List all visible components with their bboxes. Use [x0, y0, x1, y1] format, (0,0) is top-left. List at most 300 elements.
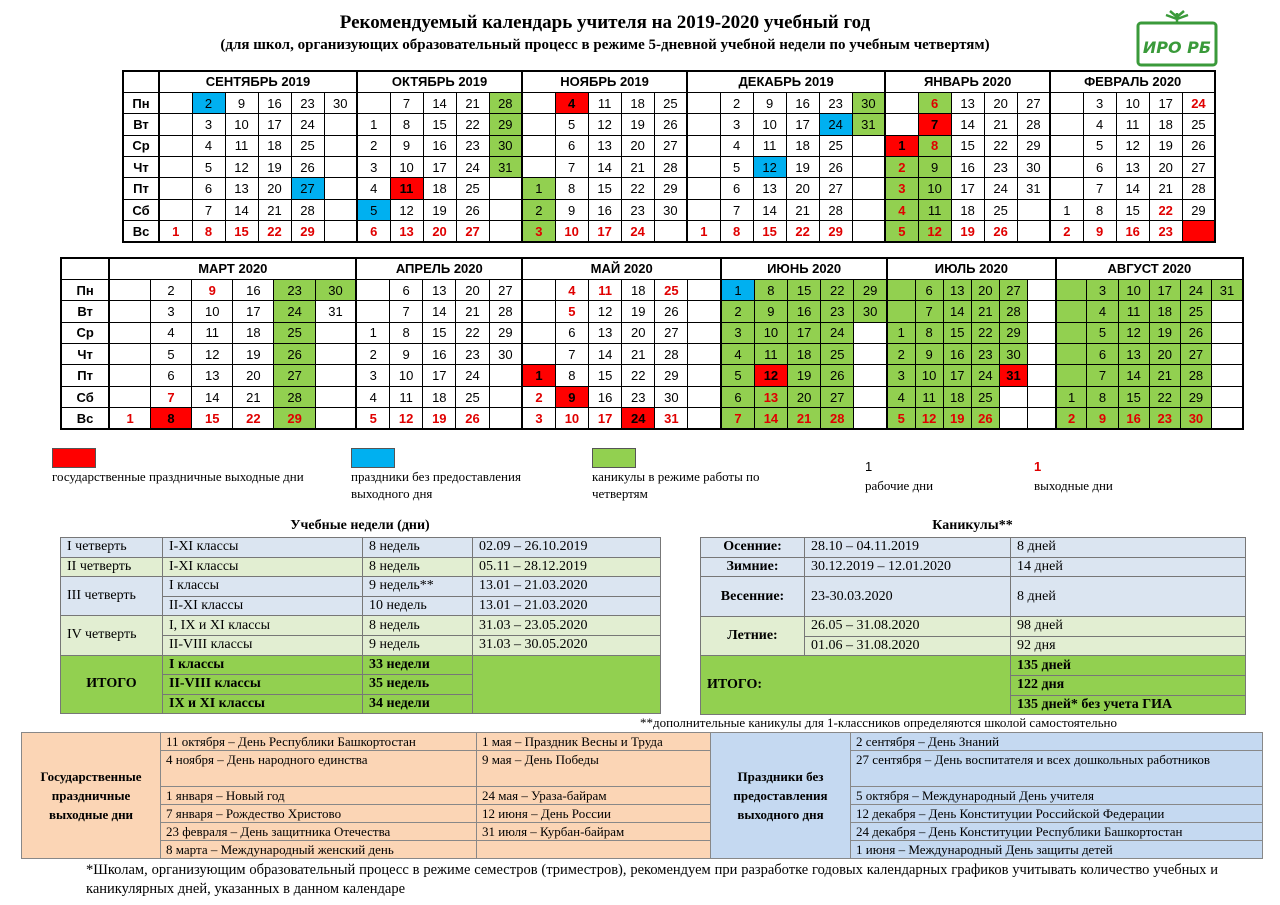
day-cell: 3: [885, 178, 918, 199]
day-cell: 19: [622, 301, 655, 322]
day-cell: 18: [1149, 301, 1180, 322]
day-cell: 2: [522, 386, 555, 407]
day-cell: [522, 344, 555, 365]
month-header: МАРТ 2020: [109, 258, 356, 279]
weeks-cell: I классы: [163, 577, 363, 597]
day-cell: 18: [1149, 114, 1182, 135]
day-cell: 19: [621, 114, 654, 135]
day-cell: 17: [258, 114, 291, 135]
day-cell: 12: [390, 408, 423, 429]
holidays-table: [21, 732, 1263, 859]
weeks-total-cell: I классы: [163, 655, 363, 675]
day-cell: 10: [192, 301, 233, 322]
day-cell: 20: [621, 135, 654, 156]
day-cell: 3: [356, 365, 389, 386]
weeks-cell: 9 недель: [363, 635, 473, 655]
vacation-cell: 30.12.2019 – 12.01.2020: [805, 557, 1011, 577]
day-cell: 7: [390, 301, 423, 322]
day-cell: 16: [588, 199, 621, 220]
day-cell: 6: [721, 386, 754, 407]
quarter-label: IV четверть: [61, 616, 163, 655]
day-cell: 24: [819, 114, 852, 135]
weeks-cell: 8 недель: [363, 616, 473, 636]
weeks-cell: 31.03 – 23.05.2020: [473, 616, 661, 636]
day-cell: [1056, 365, 1087, 386]
day-cell: 25: [655, 279, 688, 300]
state-holiday-item: 11 октября – День Республики Башкортостан: [161, 733, 477, 751]
weeks-cell: II-VIII классы: [163, 635, 363, 655]
day-cell: 21: [788, 408, 821, 429]
day-cell: 18: [951, 199, 984, 220]
day-cell: 10: [390, 365, 423, 386]
day-cell: [1028, 408, 1056, 429]
other-holiday-item: 5 октября – Международный День учителя: [851, 787, 1263, 805]
weeks-cell: I-XI классы: [163, 538, 363, 558]
day-cell: 27: [489, 279, 522, 300]
month-header: ФЕВРАЛЬ 2020: [1050, 71, 1215, 92]
day-cell: 30: [999, 344, 1027, 365]
day-cell: 13: [951, 92, 984, 113]
day-cell: 20: [622, 322, 655, 343]
day-cell: 4: [555, 92, 588, 113]
state-holiday-item: 1 мая – Праздник Весны и Труда: [477, 733, 711, 751]
legend-dayoff-label: выходные дни: [1034, 478, 1113, 493]
day-cell: [159, 199, 192, 220]
day-cell: 31: [1212, 279, 1244, 300]
day-cell: 9: [390, 135, 423, 156]
day-cell: 24: [456, 157, 489, 178]
other-holiday-item: 12 декабря – День Конституции Российской Федерации: [851, 805, 1263, 823]
day-cell: 18: [786, 135, 819, 156]
day-cell: 18: [423, 178, 456, 199]
day-cell: [489, 221, 522, 242]
day-cell: 26: [821, 365, 854, 386]
day-cell: [489, 199, 522, 220]
page-subtitle: (для школ, организующих образовательный процесс в режиме 5-дневной учебной недели по учебным четвертям): [220, 37, 990, 53]
day-cell: 24: [456, 365, 489, 386]
day-cell: [852, 178, 885, 199]
day-cell: 14: [589, 344, 622, 365]
day-cell: 3: [1087, 279, 1118, 300]
day-cell: [159, 114, 192, 135]
day-cell: [1056, 279, 1087, 300]
day-cell: 18: [621, 92, 654, 113]
day-cell: 7: [1083, 178, 1116, 199]
day-cell: 7: [918, 114, 951, 135]
day-cell: [687, 199, 720, 220]
day-cell: 1: [522, 365, 555, 386]
day-cell: 8: [1087, 386, 1118, 407]
weeks-total-empty: [473, 655, 661, 714]
day-cell: 22: [258, 221, 291, 242]
vacation-total-cell: 122 дня: [1011, 675, 1246, 695]
day-cell: 10: [1118, 279, 1149, 300]
day-cell: [315, 344, 356, 365]
day-cell: 3: [1083, 92, 1116, 113]
day-cell: 9: [555, 386, 588, 407]
other-holidays-label: Праздники без предоставления выходного дня: [711, 733, 851, 859]
day-cell: 13: [192, 365, 233, 386]
day-cell: 5: [885, 221, 918, 242]
day-cell: 21: [258, 199, 291, 220]
day-cell: 15: [753, 221, 786, 242]
day-cell: 21: [786, 199, 819, 220]
day-cell: 28: [1017, 114, 1050, 135]
day-cell: [159, 135, 192, 156]
day-cell: 11: [390, 178, 423, 199]
day-cell: 5: [1083, 135, 1116, 156]
day-cell: 24: [821, 322, 854, 343]
day-cell: [1050, 157, 1083, 178]
day-cell: 16: [788, 301, 821, 322]
day-cell: 14: [423, 92, 456, 113]
day-cell: 21: [456, 301, 489, 322]
day-cell: 5: [356, 408, 389, 429]
weeks-cell: 9 недель**: [363, 577, 473, 597]
day-cell: [688, 408, 721, 429]
day-cell: 30: [489, 344, 522, 365]
weeks-cell: 10 недель: [363, 596, 473, 616]
day-cell: 30: [1017, 157, 1050, 178]
day-cell: 26: [1182, 135, 1215, 156]
day-cell: 2: [192, 92, 225, 113]
day-cell: 10: [915, 365, 943, 386]
summer-label: Летние:: [701, 617, 805, 656]
day-cell: 25: [971, 386, 999, 407]
footnote: *Школам, организующим образовательный процесс в режиме семестров (триместров), рекомендуем при разработке годовых календарных графиков учитывать количество учебных и каникулярных дней, указанных в данном календаре: [86, 862, 1218, 897]
day-cell: 16: [943, 344, 971, 365]
weekday-label: Чт: [61, 344, 109, 365]
day-cell: [522, 157, 555, 178]
day-cell: 27: [655, 322, 688, 343]
day-cell: 29: [819, 221, 852, 242]
day-cell: 12: [589, 301, 622, 322]
day-cell: 13: [753, 178, 786, 199]
day-cell: 3: [522, 221, 555, 242]
day-cell: 28: [821, 408, 854, 429]
day-cell: 5: [721, 365, 754, 386]
day-cell: 17: [423, 365, 456, 386]
day-cell: 11: [589, 279, 622, 300]
day-cell: 31: [489, 157, 522, 178]
day-cell: [324, 221, 357, 242]
day-cell: 1: [522, 178, 555, 199]
day-cell: 15: [943, 322, 971, 343]
day-cell: 12: [753, 157, 786, 178]
day-cell: 15: [589, 365, 622, 386]
state-holiday-item: 23 февраля – День защитника Отечества: [161, 823, 477, 841]
day-cell: 12: [588, 114, 621, 135]
weekday-header: [123, 71, 159, 92]
day-cell: 29: [489, 114, 522, 135]
day-cell: 21: [1149, 365, 1180, 386]
day-cell: 6: [192, 178, 225, 199]
day-cell: [1212, 408, 1244, 429]
day-cell: 14: [423, 301, 456, 322]
day-cell: 16: [233, 279, 274, 300]
legend-working-num: 1: [865, 459, 873, 474]
day-cell: 22: [821, 279, 854, 300]
day-cell: 12: [915, 408, 943, 429]
day-cell: [687, 92, 720, 113]
day-cell: 8: [915, 322, 943, 343]
day-cell: 1: [357, 114, 390, 135]
day-cell: 29: [1017, 135, 1050, 156]
day-cell: 25: [456, 178, 489, 199]
day-cell: 2: [356, 344, 389, 365]
day-cell: 31: [315, 301, 356, 322]
day-cell: [852, 199, 885, 220]
weeks-cell: 8 недель: [363, 557, 473, 577]
day-cell: [1050, 92, 1083, 113]
vacation-cell: Осенние:: [701, 538, 805, 558]
day-cell: 28: [999, 301, 1027, 322]
day-cell: [852, 135, 885, 156]
day-cell: 1: [885, 135, 918, 156]
day-cell: [324, 157, 357, 178]
day-cell: 7: [390, 92, 423, 113]
day-cell: 13: [1116, 157, 1149, 178]
day-cell: [522, 135, 555, 156]
day-cell: 16: [423, 344, 456, 365]
day-cell: 4: [357, 178, 390, 199]
day-cell: 25: [984, 199, 1017, 220]
day-cell: 6: [555, 135, 588, 156]
state-holiday-item: 31 июля – Курбан-байрам: [477, 823, 711, 841]
day-cell: [854, 365, 887, 386]
weekday-label: Вт: [61, 301, 109, 322]
day-cell: 23: [971, 344, 999, 365]
day-cell: 23: [291, 92, 324, 113]
day-cell: 20: [786, 178, 819, 199]
weeks-cell: I, IX и XI классы: [163, 616, 363, 636]
day-cell: 17: [788, 322, 821, 343]
day-cell: 29: [291, 221, 324, 242]
day-cell: 24: [984, 178, 1017, 199]
day-cell: 17: [423, 157, 456, 178]
day-cell: [522, 279, 555, 300]
day-cell: 26: [291, 157, 324, 178]
weeks-total-cell: II-VIII классы: [163, 675, 363, 695]
day-cell: 14: [943, 301, 971, 322]
day-cell: 13: [754, 386, 787, 407]
weeks-table: [60, 537, 661, 714]
day-cell: 30: [489, 135, 522, 156]
footnote-extra-vacation: **дополнительные каникулы для 1-классников определяются школой самостоятельно: [640, 715, 1118, 730]
day-cell: 7: [192, 199, 225, 220]
day-cell: 9: [915, 344, 943, 365]
weekday-label: Пн: [123, 92, 159, 113]
day-cell: 20: [984, 92, 1017, 113]
day-cell: [1182, 221, 1215, 242]
day-cell: 20: [423, 221, 456, 242]
day-cell: 17: [589, 408, 622, 429]
month-header: НОЯБРЬ 2019: [522, 71, 687, 92]
page-title: Рекомендуемый календарь учителя на 2019-2020 учебный год: [339, 12, 871, 33]
day-cell: 10: [390, 157, 423, 178]
state-holiday-item: 12 июня – День России: [477, 805, 711, 823]
vacation-total-cell: 135 дней: [1011, 656, 1246, 676]
day-cell: 4: [887, 386, 915, 407]
day-cell: 15: [1118, 386, 1149, 407]
weekday-label: Чт: [123, 157, 159, 178]
day-cell: 2: [885, 157, 918, 178]
day-cell: [522, 322, 555, 343]
day-cell: [1212, 322, 1244, 343]
day-cell: 27: [821, 386, 854, 407]
day-cell: 17: [1149, 279, 1180, 300]
day-cell: [159, 157, 192, 178]
day-cell: 17: [951, 178, 984, 199]
day-cell: 24: [971, 365, 999, 386]
day-cell: [357, 92, 390, 113]
day-cell: 2: [1056, 408, 1087, 429]
state-holiday-item: 9 мая – День Победы: [477, 751, 711, 787]
day-cell: 21: [233, 386, 274, 407]
day-cell: [324, 178, 357, 199]
day-cell: 22: [971, 322, 999, 343]
day-cell: 25: [1180, 301, 1211, 322]
day-cell: 29: [999, 322, 1027, 343]
day-cell: 1: [887, 322, 915, 343]
day-cell: [687, 114, 720, 135]
day-cell: 14: [225, 199, 258, 220]
day-cell: [999, 386, 1027, 407]
day-cell: 28: [654, 157, 687, 178]
day-cell: 25: [1182, 114, 1215, 135]
weeks-cell: 02.09 – 26.10.2019: [473, 538, 661, 558]
day-cell: 11: [225, 135, 258, 156]
day-cell: [687, 135, 720, 156]
month-header: СЕНТЯБРЬ 2019: [159, 71, 357, 92]
day-cell: 29: [655, 365, 688, 386]
day-cell: 14: [1118, 365, 1149, 386]
day-cell: 11: [915, 386, 943, 407]
day-cell: 25: [821, 344, 854, 365]
day-cell: 23: [1149, 408, 1180, 429]
day-cell: 4: [1083, 114, 1116, 135]
day-cell: 1: [109, 408, 150, 429]
day-cell: 3: [192, 114, 225, 135]
state-holiday-item: 7 января – Рождество Христово: [161, 805, 477, 823]
day-cell: [654, 221, 687, 242]
quarter-label: III четверть: [61, 577, 163, 616]
day-cell: 21: [971, 301, 999, 322]
day-cell: [1028, 322, 1056, 343]
day-cell: [1050, 178, 1083, 199]
day-cell: [887, 301, 915, 322]
day-cell: 15: [1116, 199, 1149, 220]
day-cell: [489, 365, 522, 386]
day-cell: [324, 135, 357, 156]
day-cell: 17: [233, 301, 274, 322]
day-cell: 2: [150, 279, 191, 300]
day-cell: 26: [819, 157, 852, 178]
month-header: АПРЕЛЬ 2020: [356, 258, 522, 279]
day-cell: 4: [356, 386, 389, 407]
day-cell: 6: [720, 178, 753, 199]
day-cell: [854, 344, 887, 365]
day-cell: 8: [390, 322, 423, 343]
day-cell: 26: [456, 199, 489, 220]
day-cell: 28: [819, 199, 852, 220]
day-cell: 17: [943, 365, 971, 386]
day-cell: 29: [654, 178, 687, 199]
day-cell: 20: [258, 178, 291, 199]
day-cell: [1017, 199, 1050, 220]
day-cell: 19: [951, 221, 984, 242]
day-cell: 10: [555, 408, 588, 429]
day-cell: 4: [150, 322, 191, 343]
day-cell: [159, 178, 192, 199]
day-cell: [854, 408, 887, 429]
day-cell: 9: [753, 92, 786, 113]
day-cell: 29: [1180, 386, 1211, 407]
vacation-total-label: ИТОГО:: [701, 656, 1011, 715]
day-cell: 16: [589, 386, 622, 407]
day-cell: 12: [754, 365, 787, 386]
day-cell: 12: [225, 157, 258, 178]
day-cell: 29: [854, 279, 887, 300]
day-cell: 4: [885, 199, 918, 220]
day-cell: 27: [291, 178, 324, 199]
day-cell: 16: [786, 92, 819, 113]
day-cell: 22: [1149, 386, 1180, 407]
day-cell: 30: [655, 386, 688, 407]
day-cell: 30: [315, 279, 356, 300]
day-cell: [109, 365, 150, 386]
day-cell: 30: [324, 92, 357, 113]
month-header: ОКТЯБРЬ 2019: [357, 71, 522, 92]
day-cell: 22: [456, 114, 489, 135]
day-cell: 1: [1050, 199, 1083, 220]
day-cell: 20: [971, 279, 999, 300]
day-cell: 27: [1180, 344, 1211, 365]
day-cell: [1028, 365, 1056, 386]
legend-noday-label: праздники без предоставления выходного дня: [351, 469, 521, 501]
day-cell: 1: [721, 279, 754, 300]
day-cell: [1056, 344, 1087, 365]
vacation-cell: 8 дней: [1011, 577, 1246, 617]
weekday-label: Пн: [61, 279, 109, 300]
day-cell: [688, 344, 721, 365]
day-cell: 7: [150, 386, 191, 407]
other-holiday-item: 2 сентября – День Знаний: [851, 733, 1263, 751]
day-cell: 19: [233, 344, 274, 365]
day-cell: 4: [192, 135, 225, 156]
day-cell: 14: [1116, 178, 1149, 199]
legend-vacation-swatch: [592, 448, 636, 468]
day-cell: 6: [1083, 157, 1116, 178]
vacation-cell: 8 дней: [1011, 538, 1246, 558]
day-cell: 16: [258, 92, 291, 113]
other-holiday-item: 1 июня – Международный День защиты детей: [851, 841, 1263, 859]
weekday-header: [61, 258, 109, 279]
day-cell: 10: [1116, 92, 1149, 113]
month-header: ЯНВАРЬ 2020: [885, 71, 1050, 92]
day-cell: [522, 92, 555, 113]
day-cell: 4: [721, 344, 754, 365]
day-cell: 7: [720, 199, 753, 220]
day-cell: 26: [1180, 322, 1211, 343]
day-cell: [999, 408, 1027, 429]
day-cell: [688, 301, 721, 322]
day-cell: 19: [786, 157, 819, 178]
day-cell: 11: [390, 386, 423, 407]
logo: [1136, 9, 1218, 67]
day-cell: [687, 178, 720, 199]
day-cell: [315, 386, 356, 407]
